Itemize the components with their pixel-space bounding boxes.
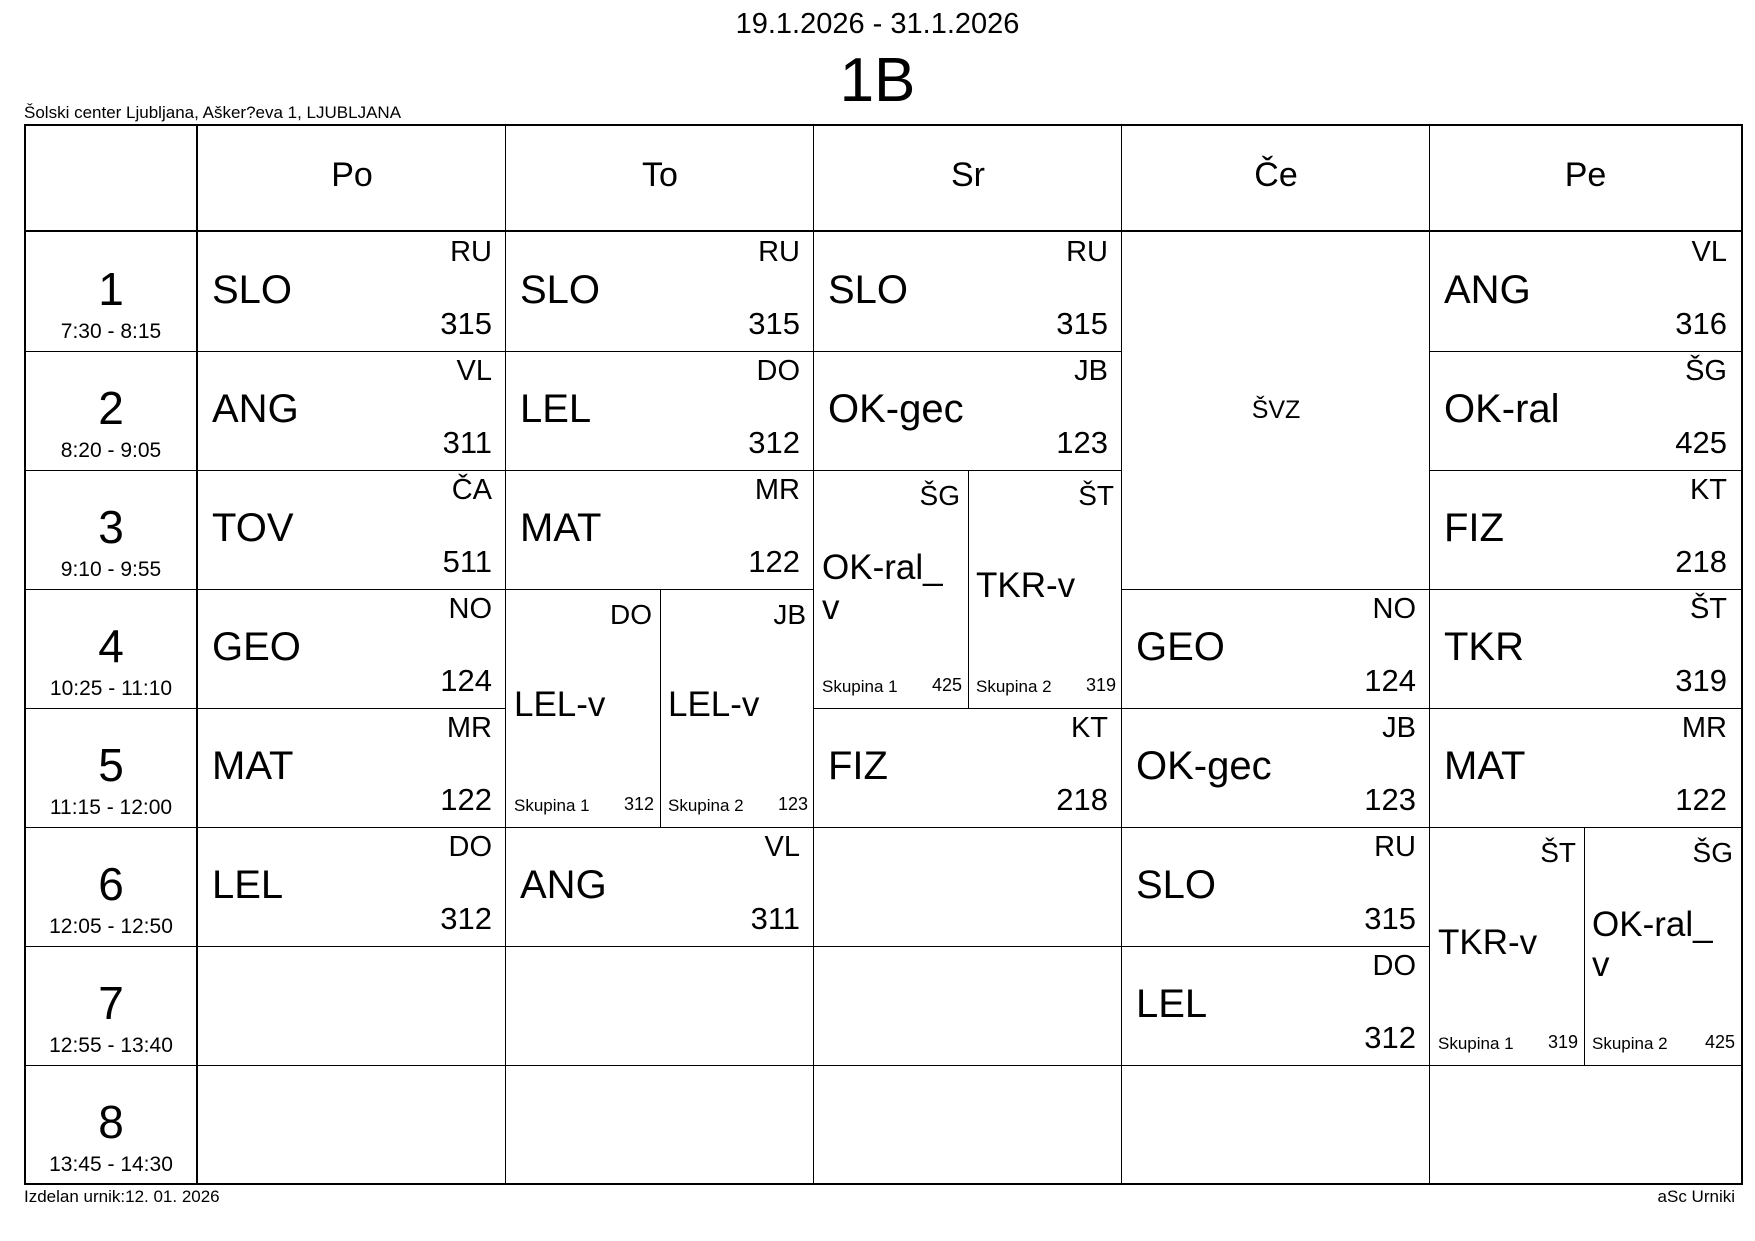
subject-name: ANG xyxy=(212,387,299,431)
grid-line xyxy=(26,351,1122,352)
teacher-code: DO xyxy=(448,831,492,863)
subject-name: TKR-v xyxy=(1438,923,1538,962)
grid-line xyxy=(505,126,506,1183)
teacher-code: JB xyxy=(1382,712,1416,744)
created-date: Izdelan urnik:12. 01. 2026 xyxy=(24,1187,220,1206)
teacher-code: ŠG xyxy=(1685,355,1727,387)
period-number: 3 xyxy=(98,501,124,553)
subject-name: TOV xyxy=(212,506,294,550)
lesson-cell xyxy=(198,470,506,589)
teacher-code: KT xyxy=(1689,474,1727,506)
period-number: 1 xyxy=(98,263,124,315)
room-number: 123 xyxy=(1056,425,1108,460)
lesson-cell xyxy=(1122,946,1430,1065)
room-number: 312 xyxy=(623,794,654,814)
date-range: 19.1.2026 - 31.1.2026 xyxy=(735,8,1020,40)
period-time: 13:45 - 14:30 xyxy=(49,1153,173,1176)
period-time: 7:30 - 8:15 xyxy=(60,320,162,343)
teacher-code: RU xyxy=(1374,831,1416,863)
room-number: 319 xyxy=(1675,663,1727,698)
subject-name: LEL-v xyxy=(514,685,606,724)
teacher-code: NO xyxy=(1372,593,1416,625)
lesson-cell xyxy=(198,232,506,351)
grid-line xyxy=(968,470,969,708)
period-number: 2 xyxy=(98,382,124,434)
teacher-code: RU xyxy=(758,236,800,268)
subject-name: OK-ral xyxy=(1444,387,1560,431)
block-lesson-cell xyxy=(1122,232,1430,589)
room-number: 316 xyxy=(1675,306,1727,341)
teacher-code: ŠT xyxy=(1689,593,1727,625)
lesson-cell xyxy=(198,589,506,708)
teacher-code: DO xyxy=(610,599,652,630)
period-number: 6 xyxy=(98,858,124,910)
grid-line xyxy=(26,1065,1741,1066)
room-number: 425 xyxy=(1704,1032,1735,1052)
subject-name: GEO xyxy=(212,625,301,669)
room-number: 124 xyxy=(1364,663,1416,698)
room-number: 122 xyxy=(748,544,800,579)
teacher-code: ŠG xyxy=(1692,837,1733,868)
period-number: 8 xyxy=(98,1096,124,1148)
grid-line xyxy=(196,126,198,1183)
day-header-pe: Pe xyxy=(1564,156,1607,194)
lesson-cell xyxy=(198,351,506,470)
class-title: 1B xyxy=(839,46,916,115)
room-number: 312 xyxy=(440,901,492,936)
subject-name: SLO xyxy=(1136,863,1217,907)
room-number: 319 xyxy=(1085,675,1116,695)
lesson-cell xyxy=(198,827,506,946)
teacher-code: ŠT xyxy=(1540,837,1576,868)
grid-line xyxy=(1430,470,1741,471)
teacher-code: MR xyxy=(754,474,800,506)
subject-name: ANG xyxy=(520,863,607,907)
subject-name: TKR xyxy=(1444,625,1524,669)
period-time: 11:15 - 12:00 xyxy=(49,796,173,819)
group-lesson-cell xyxy=(506,589,660,827)
grid-line xyxy=(1430,351,1741,352)
teacher-code: DO xyxy=(756,355,800,387)
group-label: Skupina 1 xyxy=(822,677,898,696)
teacher-code: RU xyxy=(1066,236,1108,268)
teacher-code: MR xyxy=(446,712,492,744)
room-number: 425 xyxy=(931,675,962,695)
period-time: 12:05 - 12:50 xyxy=(49,915,173,938)
room-number: 315 xyxy=(440,306,492,341)
room-number: 218 xyxy=(1056,782,1108,817)
group-label: Skupina 1 xyxy=(1438,1034,1514,1053)
room-number: 312 xyxy=(1364,1020,1416,1055)
subject-name: OK-ral_ v xyxy=(822,548,943,627)
room-number: 122 xyxy=(1675,782,1727,817)
school-name: Šolski center Ljubljana, Ašker?eva 1, LJUBLJANA xyxy=(24,103,402,122)
subject-name: OK-gec xyxy=(828,387,964,431)
period-number: 5 xyxy=(98,739,124,791)
room-number: 124 xyxy=(440,663,492,698)
group-label: Skupina 2 xyxy=(1592,1034,1668,1053)
period-number: 4 xyxy=(98,620,124,672)
lesson-cell xyxy=(1430,351,1741,470)
subject-name: MAT xyxy=(1444,744,1526,788)
room-number: 122 xyxy=(440,782,492,817)
subject-name: OK-ral_ v xyxy=(1592,905,1713,984)
room-number: 319 xyxy=(1547,1032,1578,1052)
teacher-code: VL xyxy=(456,355,492,387)
lesson-cell xyxy=(814,351,1122,470)
subject-name: LEL-v xyxy=(668,685,760,724)
subject-name: SLO xyxy=(828,268,909,312)
grid-line xyxy=(660,589,661,827)
day-header-sr: Sr xyxy=(951,156,985,194)
teacher-code: DO xyxy=(1372,950,1416,982)
teacher-code: RU xyxy=(450,236,492,268)
subject-name: GEO xyxy=(1136,625,1225,669)
room-number: 315 xyxy=(748,306,800,341)
lesson-cell xyxy=(506,827,814,946)
day-header-to: To xyxy=(642,156,678,194)
subject-name: LEL xyxy=(212,863,284,907)
subject-name: FIZ xyxy=(1444,506,1504,550)
room-number: 511 xyxy=(442,544,492,579)
teacher-code: JB xyxy=(1074,355,1108,387)
subject-name: ANG xyxy=(1444,268,1531,312)
subject-name: FIZ xyxy=(828,744,888,788)
room-number: 311 xyxy=(442,425,492,460)
period-number: 7 xyxy=(98,977,124,1029)
grid-line xyxy=(813,126,814,1183)
subject-name: MAT xyxy=(212,744,294,788)
room-number: 218 xyxy=(1675,544,1727,579)
period-time: 9:10 - 9:55 xyxy=(60,558,162,581)
teacher-code: VL xyxy=(1691,236,1727,268)
grid-line xyxy=(814,708,1741,709)
lesson-cell xyxy=(1430,589,1741,708)
grid-line xyxy=(26,708,506,709)
group-lesson-cell xyxy=(1430,827,1584,1065)
group-label: Skupina 2 xyxy=(976,677,1052,696)
subject-name: LEL xyxy=(520,387,592,431)
teacher-code: KT xyxy=(1070,712,1108,744)
period-time: 10:25 - 11:10 xyxy=(49,677,173,700)
lesson-cell xyxy=(1430,470,1741,589)
brand-label: aSc Urniki xyxy=(1657,1187,1735,1206)
teacher-code: JB xyxy=(773,599,806,630)
period-time: 8:20 - 9:05 xyxy=(60,439,162,462)
teacher-code: NO xyxy=(448,593,492,625)
day-header-po: Po xyxy=(331,156,373,194)
lesson-cell xyxy=(506,232,814,351)
subject-name: TKR-v xyxy=(976,566,1076,605)
subject-name: SLO xyxy=(212,268,293,312)
lesson-cell xyxy=(814,232,1122,351)
grid-line xyxy=(26,230,1741,232)
room-number: 315 xyxy=(1364,901,1416,936)
timetable-grid xyxy=(24,124,1743,1185)
grid-line xyxy=(26,946,1430,947)
subject-name: SLO xyxy=(520,268,601,312)
lesson-cell xyxy=(1122,708,1430,827)
lesson-cell xyxy=(814,708,1122,827)
lesson-cell xyxy=(506,351,814,470)
subject-name: ŠVZ xyxy=(1251,396,1301,424)
teacher-code: VL xyxy=(764,831,800,863)
subject-name: MAT xyxy=(520,506,602,550)
lesson-cell xyxy=(506,470,814,589)
teacher-code: MR xyxy=(1681,712,1727,744)
grid-line xyxy=(1584,827,1585,1065)
grid-line xyxy=(1122,589,1741,590)
room-number: 315 xyxy=(1056,306,1108,341)
grid-line xyxy=(26,827,1741,828)
lesson-cell xyxy=(1122,827,1430,946)
teacher-code: ČA xyxy=(451,474,492,506)
grid-line xyxy=(1121,126,1122,1183)
grid-line xyxy=(1429,126,1430,1183)
group-label: Skupina 2 xyxy=(668,796,744,815)
room-number: 123 xyxy=(1364,782,1416,817)
group-label: Skupina 1 xyxy=(514,796,590,815)
room-number: 311 xyxy=(750,901,800,936)
lesson-cell xyxy=(1430,232,1741,351)
subject-name: OK-gec xyxy=(1136,744,1272,788)
lesson-cell xyxy=(198,708,506,827)
group-lesson-cell xyxy=(968,470,1122,708)
lesson-cell xyxy=(1122,589,1430,708)
subject-name: LEL xyxy=(1136,982,1208,1026)
grid-line xyxy=(26,589,814,590)
teacher-code: ŠG xyxy=(919,480,960,511)
group-lesson-cell xyxy=(1584,827,1741,1065)
lesson-cell xyxy=(1430,708,1741,827)
grid-line xyxy=(26,470,1122,471)
room-number: 123 xyxy=(777,794,808,814)
group-lesson-cell xyxy=(660,589,814,827)
group-lesson-cell xyxy=(814,470,968,708)
day-header-ce: Če xyxy=(1254,156,1298,194)
room-number: 425 xyxy=(1675,425,1727,460)
teacher-code: ŠT xyxy=(1078,480,1114,511)
room-number: 312 xyxy=(748,425,800,460)
period-time: 12:55 - 13:40 xyxy=(49,1034,173,1057)
